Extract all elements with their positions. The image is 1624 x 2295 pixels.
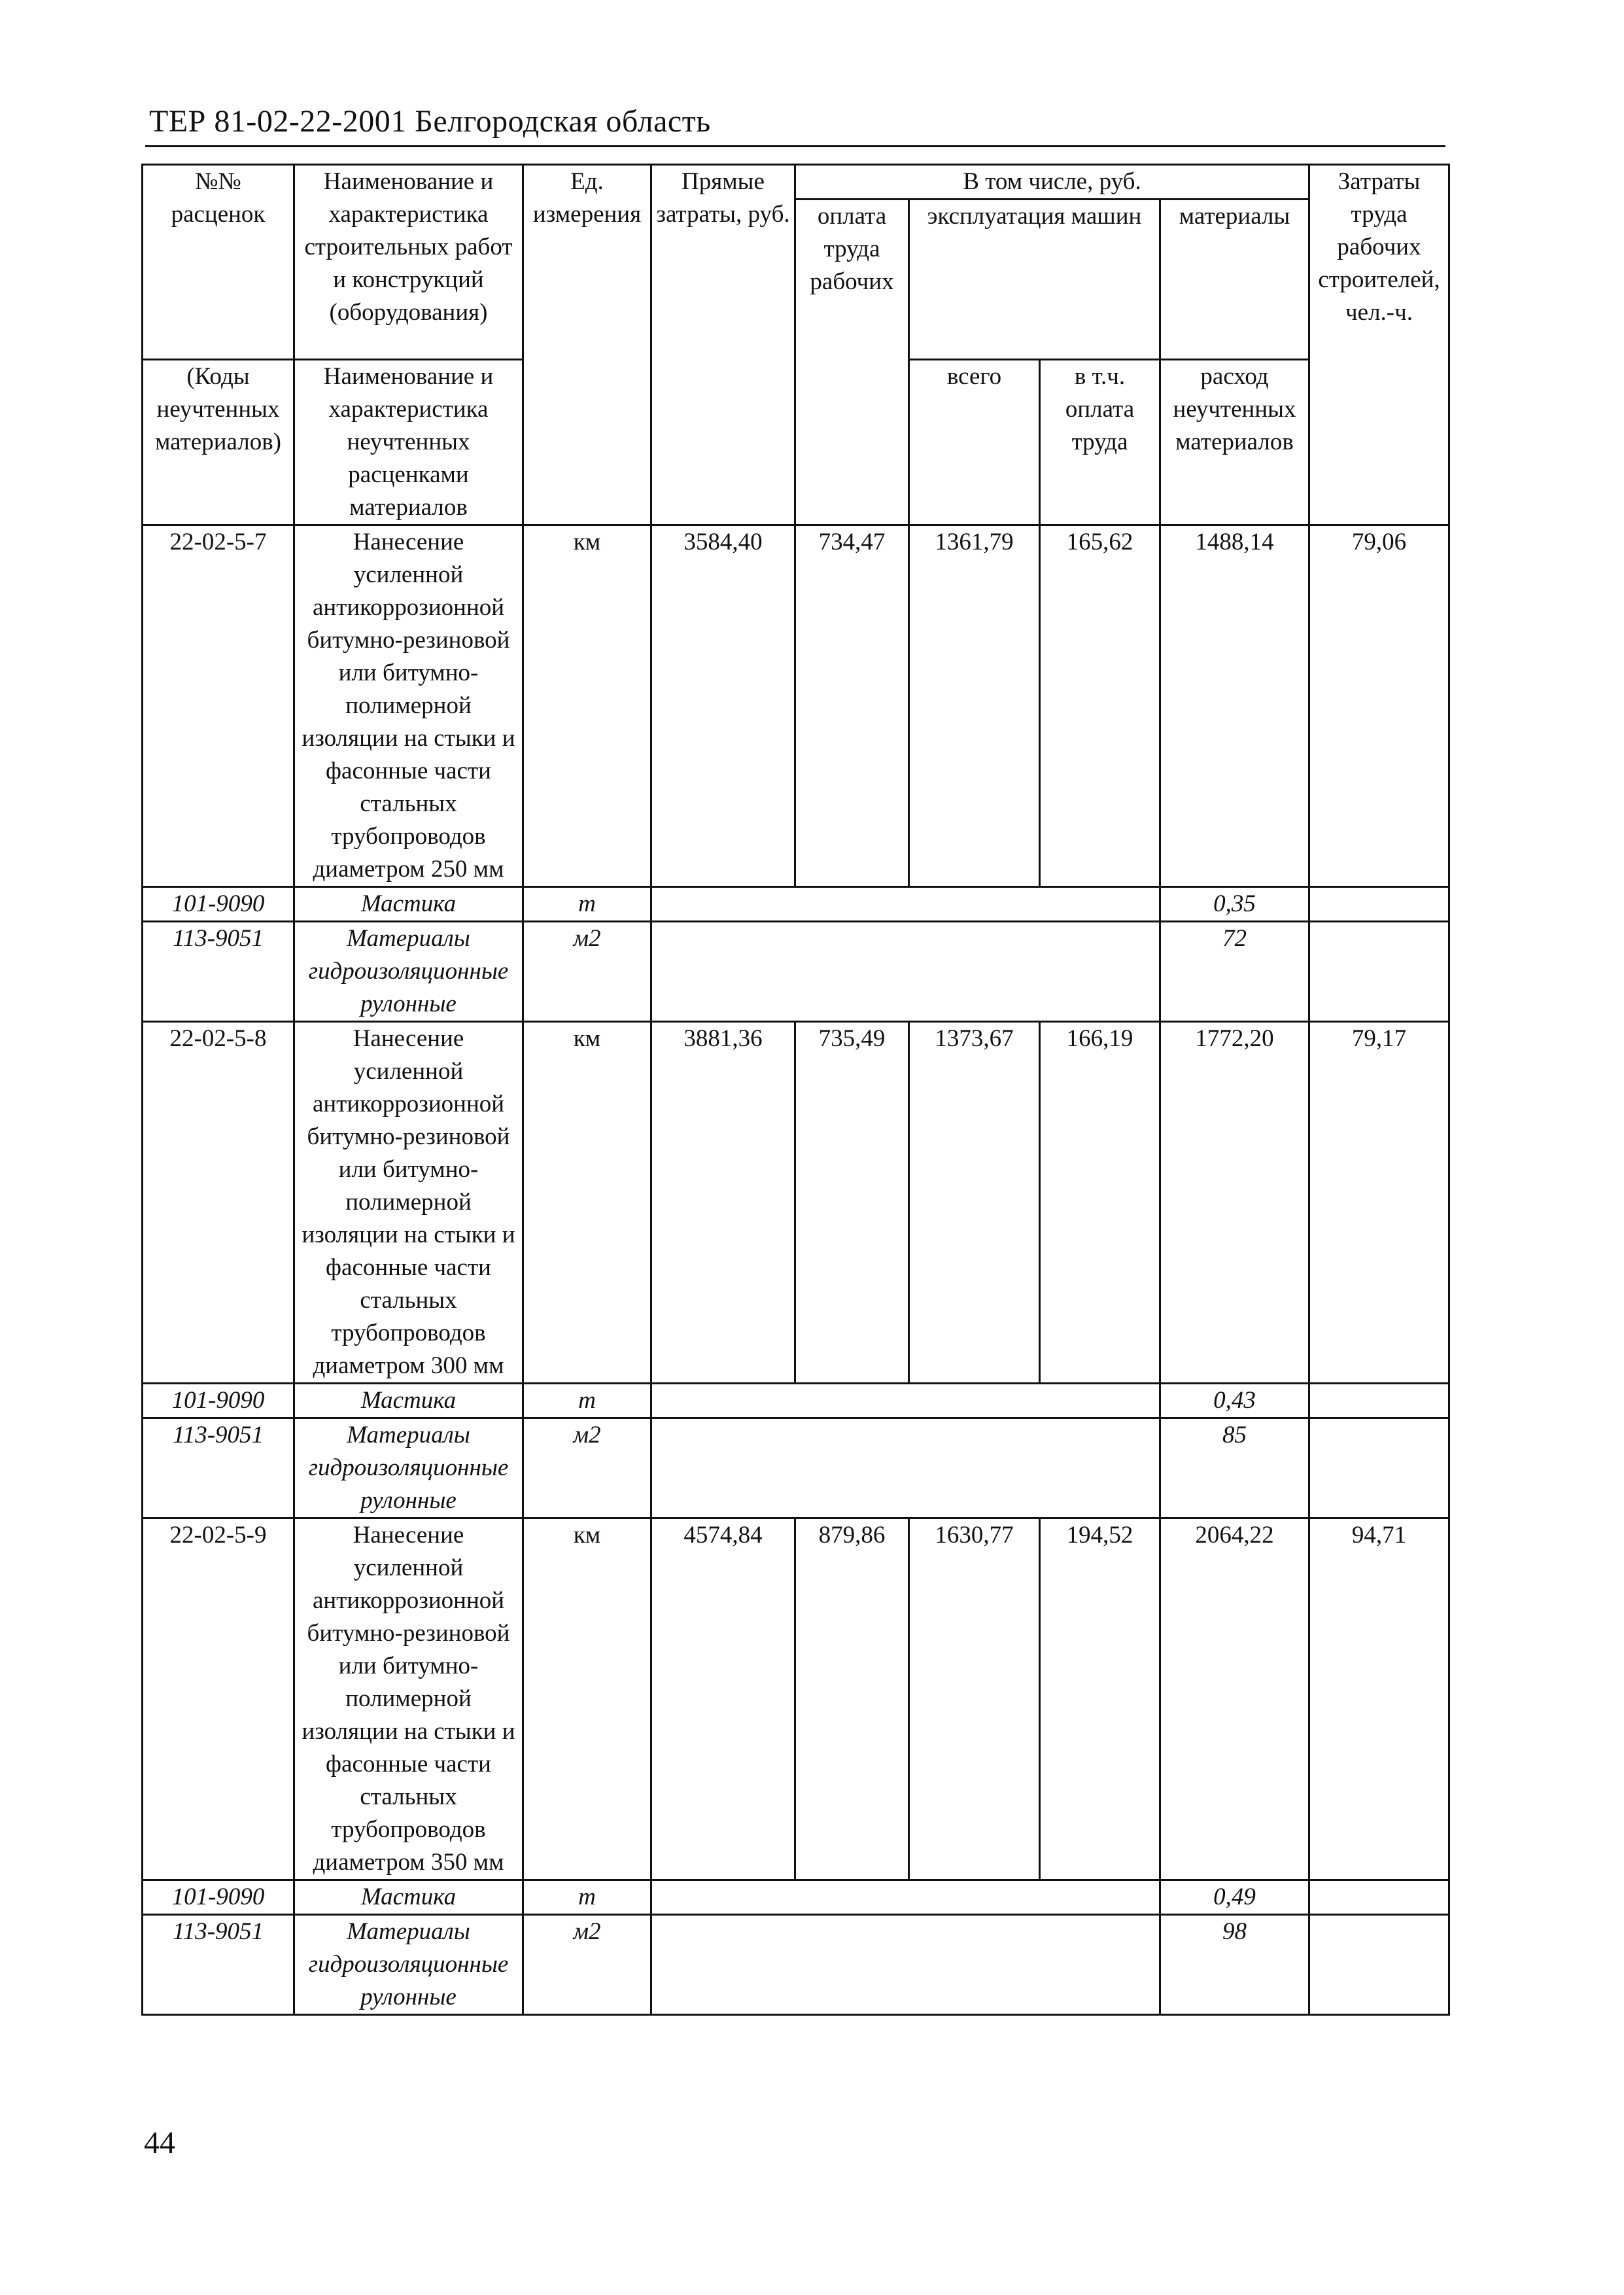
- material-blank: [651, 887, 1160, 922]
- rate-machines-pay: 165,62: [1040, 525, 1160, 887]
- rate-code: 22-02-5-9: [143, 1518, 294, 1880]
- material-qty: 85: [1160, 1418, 1309, 1518]
- material-unit: т: [523, 887, 651, 922]
- rate-labor-pay: 735,49: [795, 1022, 909, 1384]
- material-unit: т: [523, 1880, 651, 1915]
- col-header-unit: Ед. измерения: [523, 165, 651, 525]
- rate-unit: км: [523, 1022, 651, 1384]
- material-blank: [651, 1915, 1160, 2015]
- material-blank: [651, 922, 1160, 1022]
- material-qty: 98: [1160, 1915, 1309, 2015]
- material-name: Материалы гидроизоляционные рулонные: [294, 1418, 523, 1518]
- material-unit: м2: [523, 922, 651, 1022]
- col-header-unaccounted-names: Наименование и характеристика неучтенных расценками материалов: [294, 360, 523, 525]
- col-header-direct: Прямые затраты, руб.: [651, 165, 795, 525]
- material-labor-blank: [1309, 922, 1449, 1022]
- material-qty: 0,49: [1160, 1880, 1309, 1915]
- col-header-name: Наименование и характеристика строительных работ и конструкций (оборудования): [294, 165, 523, 360]
- material-qty: 0,35: [1160, 887, 1309, 922]
- material-blank: [651, 1418, 1160, 1518]
- col-header-labor-cost: Затраты труда рабочих строителей, чел.-ч.: [1309, 165, 1449, 525]
- rate-machines-pay: 194,52: [1040, 1518, 1160, 1880]
- material-labor-blank: [1309, 1880, 1449, 1915]
- rate-materials: 2064,22: [1160, 1518, 1309, 1880]
- material-qty: 72: [1160, 922, 1309, 1022]
- rate-unit: км: [523, 525, 651, 887]
- material-qty: 0,43: [1160, 1384, 1309, 1418]
- rate-machines-total: 1630,77: [909, 1518, 1040, 1880]
- rates-table: [141, 164, 1450, 2016]
- rate-unit: км: [523, 1518, 651, 1880]
- col-header-machines-total: всего: [909, 360, 1040, 525]
- material-code: 101-9090: [143, 887, 294, 922]
- rate-labor-cost: 79,06: [1309, 525, 1449, 887]
- material-code: 113-9051: [143, 1915, 294, 2015]
- rate-name: Нанесение усиленной антикоррозионной битумно-резиновой или битумно-полимерной изоляции на стыки и фасонные части стальных трубопроводов диаметром 350 мм: [294, 1518, 523, 1880]
- material-labor-blank: [1309, 1384, 1449, 1418]
- rate-direct-cost: 3584,40: [651, 525, 795, 887]
- rate-direct-cost: 4574,84: [651, 1518, 795, 1880]
- rate-name: Нанесение усиленной антикоррозионной битумно-резиновой или битумно-полимерной изоляции на стыки и фасонные части стальных трубопроводов диаметром 300 мм: [294, 1022, 523, 1384]
- rate-code: 22-02-5-7: [143, 525, 294, 887]
- header-rule: [145, 145, 1445, 147]
- col-header-machines: эксплуатация машин: [909, 200, 1160, 360]
- material-code: 113-9051: [143, 922, 294, 1022]
- rate-labor-pay: 734,47: [795, 525, 909, 887]
- material-name: Материалы гидроизоляционные рулонные: [294, 1915, 523, 2015]
- rate-labor-pay: 879,86: [795, 1518, 909, 1880]
- material-blank: [651, 1880, 1160, 1915]
- material-name: Материалы гидроизоляционные рулонные: [294, 922, 523, 1022]
- col-header-consumption: расход неучтенных материалов: [1160, 360, 1309, 525]
- material-code: 101-9090: [143, 1880, 294, 1915]
- material-code: 101-9090: [143, 1384, 294, 1418]
- material-labor-blank: [1309, 887, 1449, 922]
- col-header-unaccounted-codes: (Коды неучтенных материалов): [143, 360, 294, 525]
- col-header-labor-pay: оплата труда рабочих: [795, 200, 909, 525]
- rate-machines-pay: 166,19: [1040, 1022, 1160, 1384]
- col-header-including: В том числе, руб.: [795, 165, 1309, 200]
- rate-materials: 1772,20: [1160, 1022, 1309, 1384]
- material-code: 113-9051: [143, 1418, 294, 1518]
- col-header-code: №№ расценок: [143, 165, 294, 360]
- rate-labor-cost: 94,71: [1309, 1518, 1449, 1880]
- rate-name: Нанесение усиленной антикоррозионной битумно-резиновой или битумно-полимерной изоляции на стыки и фасонные части стальных трубопроводов диаметром 250 мм: [294, 525, 523, 887]
- col-header-machines-pay: в т.ч. оплата труда: [1040, 360, 1160, 525]
- material-unit: м2: [523, 1915, 651, 2015]
- page-number: 44: [144, 2126, 175, 2160]
- material-blank: [651, 1384, 1160, 1418]
- material-labor-blank: [1309, 1915, 1449, 2015]
- material-name: Мастика: [294, 887, 523, 922]
- rate-machines-total: 1361,79: [909, 525, 1040, 887]
- rate-labor-cost: 79,17: [1309, 1022, 1449, 1384]
- document-header: ТЕР 81-02-22-2001 Белгородская область: [149, 104, 711, 139]
- material-unit: т: [523, 1384, 651, 1418]
- material-labor-blank: [1309, 1418, 1449, 1518]
- material-unit: м2: [523, 1418, 651, 1518]
- rate-materials: 1488,14: [1160, 525, 1309, 887]
- rate-direct-cost: 3881,36: [651, 1022, 795, 1384]
- material-name: Мастика: [294, 1880, 523, 1915]
- material-name: Мастика: [294, 1384, 523, 1418]
- col-header-materials: материалы: [1160, 200, 1309, 360]
- rate-machines-total: 1373,67: [909, 1022, 1040, 1384]
- rate-code: 22-02-5-8: [143, 1022, 294, 1384]
